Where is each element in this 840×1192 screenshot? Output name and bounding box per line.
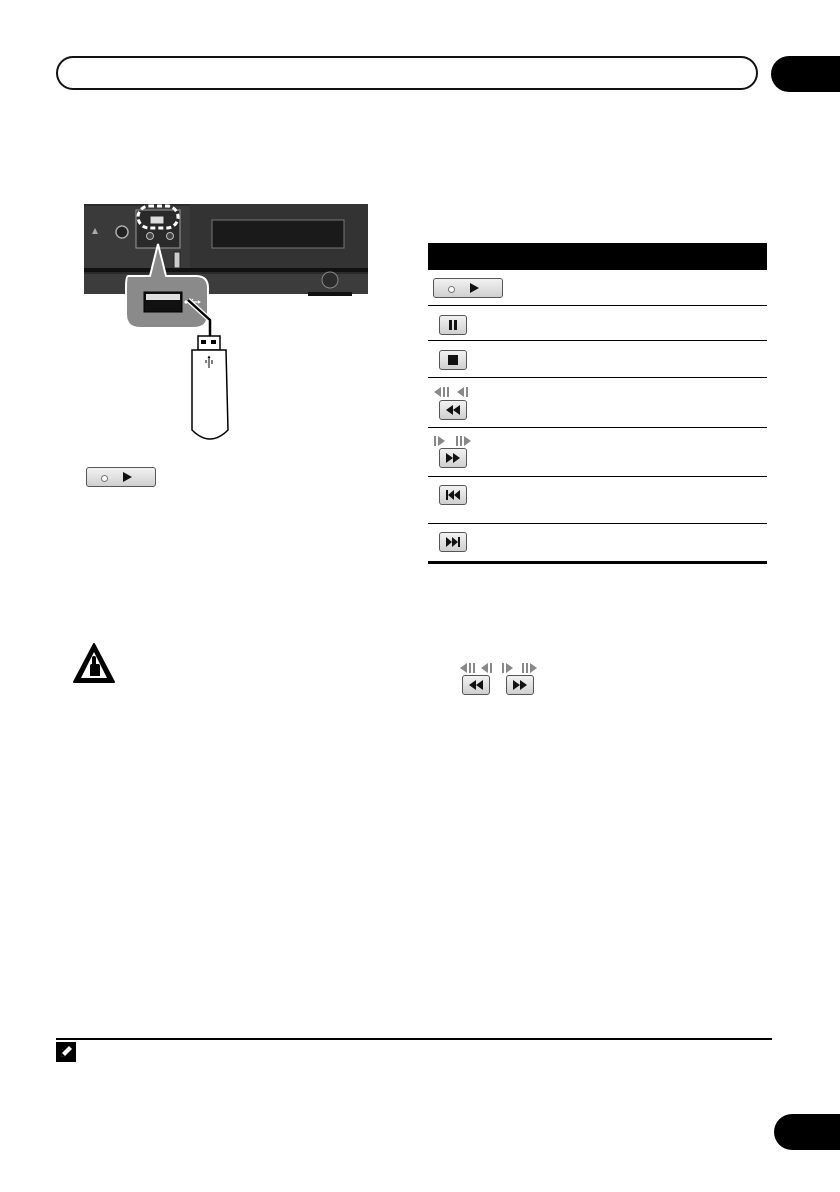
indicator-led-icon	[101, 475, 108, 482]
skip-forward-button-icon	[439, 532, 467, 552]
rewind-icon	[469, 680, 483, 690]
rewind-button-icon	[462, 675, 490, 695]
knob-icon	[116, 226, 128, 238]
chapter-tab	[771, 56, 840, 92]
pause-icon	[448, 320, 458, 330]
header-title-bar	[56, 56, 758, 90]
table-bottom-rule	[428, 561, 767, 564]
fast-forward-icon	[513, 680, 527, 690]
play-icon	[469, 283, 479, 293]
slow-reverse-icon	[434, 387, 478, 397]
important-hand-icon	[72, 642, 116, 686]
skip-forward-icon	[446, 537, 460, 547]
fast-forward-button-icon	[506, 675, 534, 695]
note-pencil-icon	[56, 1042, 76, 1062]
stop-button-icon	[439, 350, 467, 370]
usb-connection-illustration	[84, 204, 370, 450]
table-header	[428, 243, 767, 270]
pause-button-icon	[439, 315, 467, 335]
play-source-button	[86, 467, 156, 487]
slow-scan-labels-icon	[460, 663, 544, 673]
fast-forward-button-icon	[439, 448, 467, 468]
page-number-tab	[774, 1114, 840, 1150]
stop-icon	[448, 355, 458, 365]
footnote-rule	[56, 1038, 772, 1040]
skip-back-button-icon	[439, 485, 467, 505]
display-window	[212, 220, 344, 248]
usb-stick-body	[192, 350, 228, 439]
rewind-icon	[446, 405, 460, 415]
fast-forward-icon	[446, 453, 460, 463]
skip-back-icon	[446, 490, 460, 500]
play-button-icon	[433, 278, 503, 298]
slow-forward-icon	[434, 436, 478, 446]
rewind-button-icon	[439, 400, 467, 420]
play-icon	[122, 472, 132, 482]
